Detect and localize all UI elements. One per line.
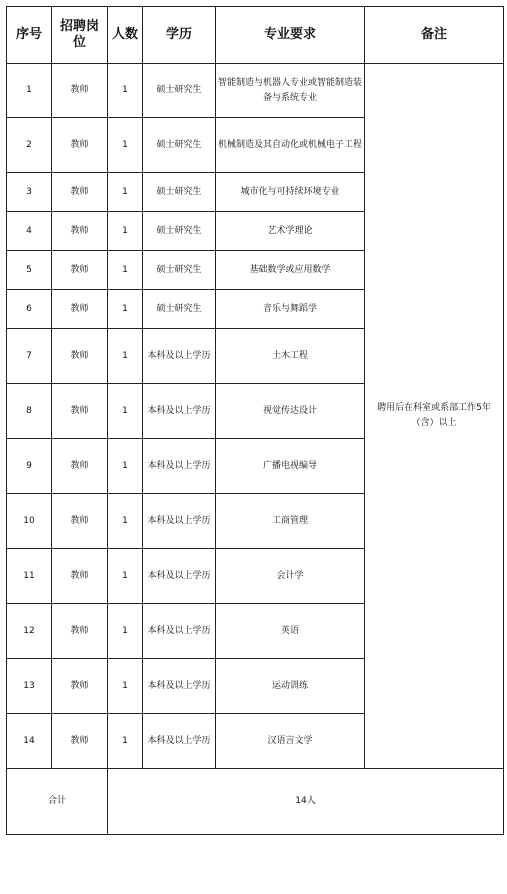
cell-count: 1 — [108, 212, 143, 251]
cell-no: 10 — [7, 494, 52, 549]
cell-count: 1 — [108, 604, 143, 659]
cell-no: 8 — [7, 384, 52, 439]
cell-edu: 硕士研究生 — [143, 251, 216, 290]
cell-major: 运动训练 — [216, 659, 365, 714]
cell-post: 教师 — [52, 659, 108, 714]
cell-no: 6 — [7, 290, 52, 329]
cell-post: 教师 — [52, 251, 108, 290]
header-post: 招聘岗位 — [52, 7, 108, 64]
cell-major: 城市化与可持续环境专业 — [216, 173, 365, 212]
note-cell: 聘用后在科室或系部工作5年（含）以上 — [365, 64, 504, 769]
cell-major: 智能制造与机器人专业或智能制造装备与系统专业 — [216, 64, 365, 118]
total-value: 14人 — [108, 769, 504, 835]
total-label: 合计 — [7, 769, 108, 835]
cell-edu: 本科及以上学历 — [143, 494, 216, 549]
cell-no: 13 — [7, 659, 52, 714]
cell-edu: 硕士研究生 — [143, 118, 216, 173]
total-row — [7, 769, 504, 835]
cell-count: 1 — [108, 251, 143, 290]
cell-count: 1 — [108, 384, 143, 439]
cell-edu: 硕士研究生 — [143, 64, 216, 118]
cell-count: 1 — [108, 549, 143, 604]
cell-post: 教师 — [52, 439, 108, 494]
cell-count: 1 — [108, 290, 143, 329]
table-row — [7, 64, 504, 118]
recruitment-table — [6, 6, 504, 835]
cell-major: 音乐与舞蹈学 — [216, 290, 365, 329]
cell-no: 5 — [7, 251, 52, 290]
cell-major: 艺术学理论 — [216, 212, 365, 251]
cell-edu: 本科及以上学历 — [143, 604, 216, 659]
cell-major: 汉语言文学 — [216, 714, 365, 769]
cell-no: 11 — [7, 549, 52, 604]
cell-no: 14 — [7, 714, 52, 769]
header-no: 序号 — [7, 7, 52, 64]
cell-post: 教师 — [52, 118, 108, 173]
cell-post: 教师 — [52, 173, 108, 212]
cell-no: 4 — [7, 212, 52, 251]
cell-major: 视觉传达设计 — [216, 384, 365, 439]
cell-count: 1 — [108, 659, 143, 714]
cell-no: 7 — [7, 329, 52, 384]
cell-post: 教师 — [52, 494, 108, 549]
cell-post: 教师 — [52, 329, 108, 384]
cell-edu: 本科及以上学历 — [143, 439, 216, 494]
cell-major: 土木工程 — [216, 329, 365, 384]
header-count: 人数 — [108, 7, 143, 64]
cell-post: 教师 — [52, 290, 108, 329]
cell-no: 1 — [7, 64, 52, 118]
cell-post: 教师 — [52, 549, 108, 604]
cell-post: 教师 — [52, 212, 108, 251]
cell-post: 教师 — [52, 604, 108, 659]
header-note: 备注 — [365, 7, 504, 64]
cell-count: 1 — [108, 64, 143, 118]
header-edu: 学历 — [143, 7, 216, 64]
cell-major: 英语 — [216, 604, 365, 659]
cell-count: 1 — [108, 714, 143, 769]
cell-edu: 硕士研究生 — [143, 290, 216, 329]
cell-count: 1 — [108, 118, 143, 173]
cell-major: 广播电视编导 — [216, 439, 365, 494]
cell-post: 教师 — [52, 714, 108, 769]
cell-major: 工商管理 — [216, 494, 365, 549]
cell-no: 2 — [7, 118, 52, 173]
cell-edu: 硕士研究生 — [143, 173, 216, 212]
cell-count: 1 — [108, 329, 143, 384]
cell-post: 教师 — [52, 64, 108, 118]
header-major: 专业要求 — [216, 7, 365, 64]
cell-major: 会计学 — [216, 549, 365, 604]
cell-edu: 本科及以上学历 — [143, 549, 216, 604]
cell-count: 1 — [108, 173, 143, 212]
cell-edu: 本科及以上学历 — [143, 714, 216, 769]
cell-no: 9 — [7, 439, 52, 494]
cell-count: 1 — [108, 439, 143, 494]
cell-edu: 本科及以上学历 — [143, 384, 216, 439]
cell-no: 12 — [7, 604, 52, 659]
cell-edu: 硕士研究生 — [143, 212, 216, 251]
cell-edu: 本科及以上学历 — [143, 659, 216, 714]
header-row — [7, 7, 504, 64]
cell-no: 3 — [7, 173, 52, 212]
cell-post: 教师 — [52, 384, 108, 439]
cell-edu: 本科及以上学历 — [143, 329, 216, 384]
cell-major: 机械制造及其自动化或机械电子工程 — [216, 118, 365, 173]
cell-count: 1 — [108, 494, 143, 549]
cell-major: 基础数学或应用数学 — [216, 251, 365, 290]
